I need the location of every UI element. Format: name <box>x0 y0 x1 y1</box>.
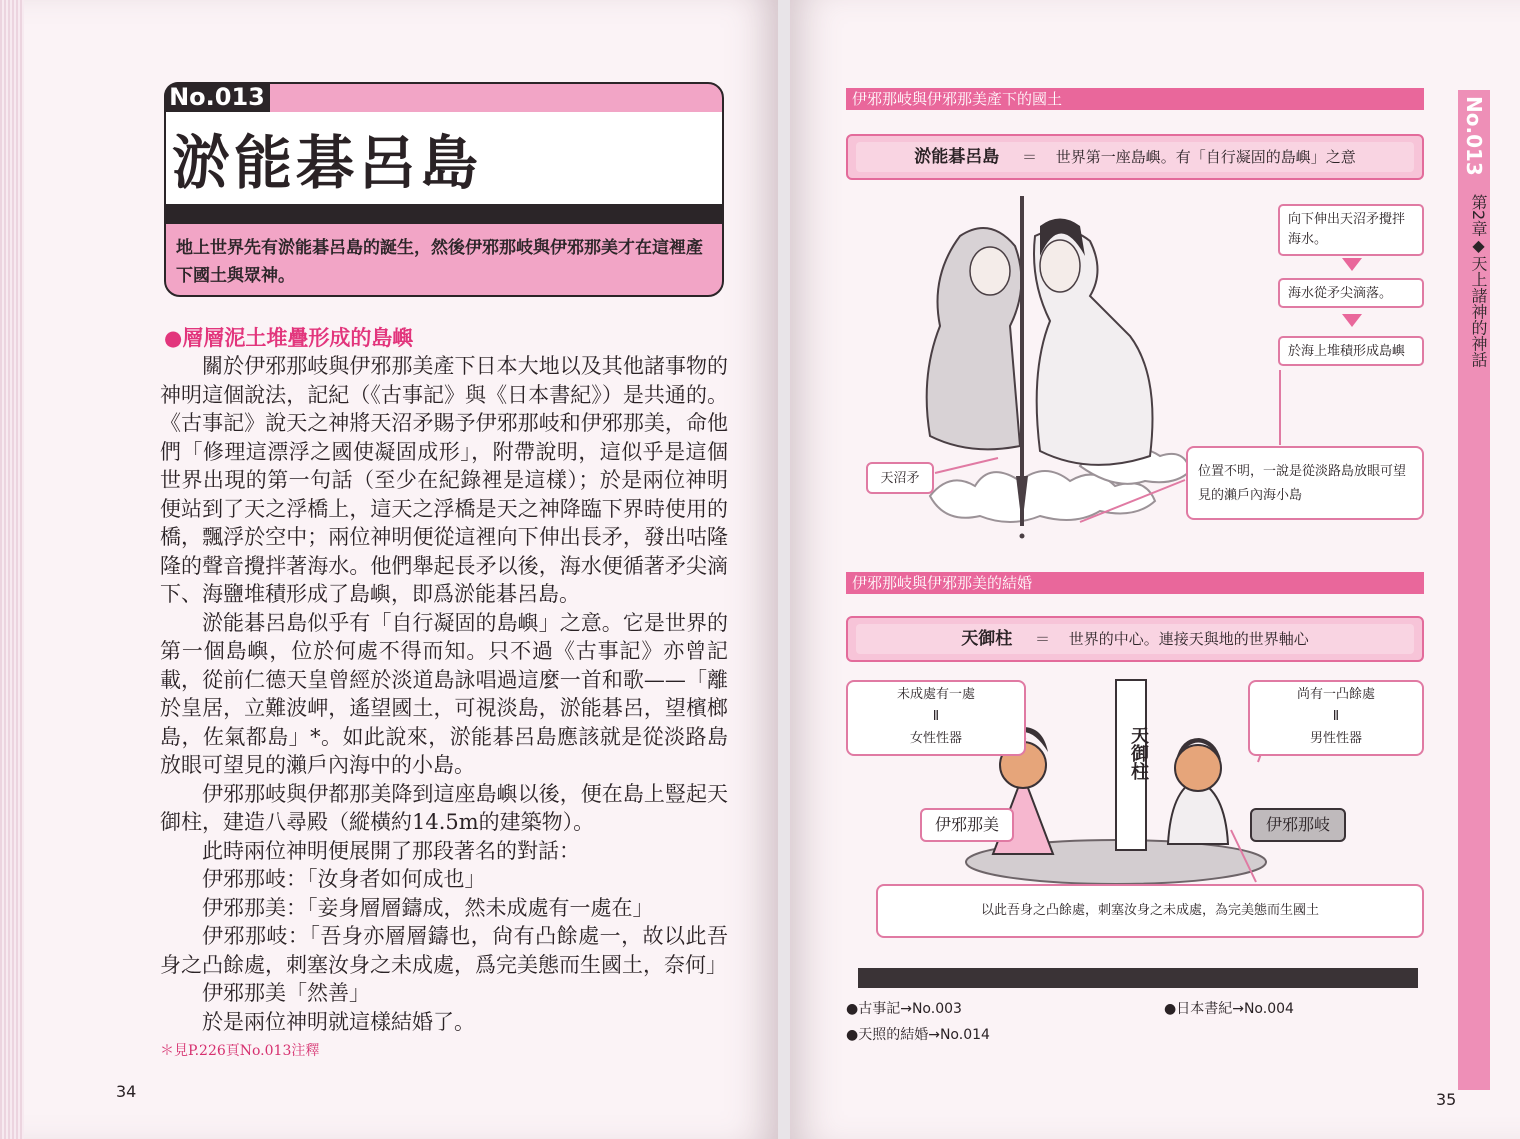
related-link-nihonshoki[interactable]: ●日本書紀→No.004 <box>1164 1001 1294 1017</box>
dialog-line: 伊邪那岐：「汝身者如何成也」 <box>202 867 486 891</box>
body-text <box>160 352 728 1036</box>
leader-line <box>1080 480 1185 522</box>
callout-line: Ⅱ <box>1332 709 1340 724</box>
section-bar-marriage: 伊邪那岐與伊邪那美的結婚 <box>846 572 1424 594</box>
label-izanagi: 伊邪那岐 <box>1250 808 1346 842</box>
definition-box-pillar <box>846 616 1424 662</box>
flow-arrow <box>1342 258 1362 271</box>
izanagi-head <box>1175 745 1221 791</box>
callout-male <box>1248 680 1424 756</box>
definition-text: 世界的中心。連接天與地的世界軸心 <box>1068 630 1309 648</box>
paragraph: 淤能碁呂島似乎有「自行凝固的島嶼」之意。它是世界的第一個島嶼，位於何處不得而知。只不過《古事記》亦曾記載，從前仁德天皇曾經於淡道島詠唱過這麼一首和歌——「離於皇居，立難波岬，遙望國土，可視淡島，淤能碁呂，望檳榔島，佐氣都島」*。如此說來，淤能碁呂島應該就是從淡路島放眼可望見的瀨戶內海中的小島。 <box>160 610 728 777</box>
callout-line: 尚有一凸餘處 <box>1296 687 1375 702</box>
paragraph: 伊邪那岐與伊都那美降到這座島嶼以後，便在島上豎起天御柱，建造八尋殿（縱橫約14.5m的建築物）。 <box>160 781 728 834</box>
definition-text: 世界第一座島嶼。有「自行凝固的島嶼」之意 <box>1055 148 1356 166</box>
paragraph: 於是兩位神明就這樣結婚了。 <box>202 1009 475 1034</box>
definition-inner <box>856 624 1414 654</box>
callout-line: 女性性器 <box>909 731 962 746</box>
related-link-kojiki[interactable]: ●古事記→No.003 <box>846 1001 962 1017</box>
title-divider <box>166 204 722 224</box>
section-heading: ●層層泥土堆疊形成的島嶼 <box>164 326 414 350</box>
drop <box>1020 534 1025 539</box>
paragraph: 此時兩位神明便展開了那段著名的對話： <box>202 838 580 863</box>
section-bar-land: 伊邪那岐與伊邪那美產下的國土 <box>846 88 1424 110</box>
related-link-marriage[interactable]: ●天照的結婚→No.014 <box>846 1027 990 1043</box>
dialog-line: 伊邪那美「然善」 <box>202 981 370 1005</box>
label-spear: 天沼矛 <box>866 462 934 494</box>
label-izanami: 伊邪那美 <box>920 808 1014 842</box>
definition-box-onogoro <box>846 134 1424 180</box>
definition-term: 天御柱 <box>961 629 1013 649</box>
definition-term: 淤能碁呂島 <box>914 147 1000 167</box>
dialog-line: 伊邪那美：「妾身層層鑄成，然未成處有一處在」 <box>202 895 654 920</box>
pillar-label: 天御柱 <box>1128 726 1149 780</box>
page-title: 淤能碁呂島 <box>172 129 483 197</box>
leader-line <box>935 458 998 473</box>
footnote: ＊見P.226頁No.013注釋 <box>160 1043 320 1059</box>
page-edges <box>0 0 24 1139</box>
callout-line: 未成處有一處 <box>896 687 975 702</box>
side-chapter-title: 第2章◆天上諸神的神話 <box>1469 194 1488 368</box>
izanami-face <box>970 247 1010 295</box>
dialog-line: 伊邪那岐：「吾身亦層層鑄也，尙有凸餘處一，故以此吾身之凸餘處，刺塞汝身之未成處，爲完美態而生國土，奈何」 <box>160 924 728 977</box>
flow-step-1: 向下伸出天沼矛攪拌海水。 <box>1278 204 1424 256</box>
entry-number-tag: No.013 <box>164 82 270 112</box>
equals-sign: ＝ <box>1034 630 1050 648</box>
flow-step-3: 於海上堆積形成島嶼 <box>1278 336 1424 366</box>
related-entries-bar <box>858 968 1418 988</box>
flow-arrow <box>1342 314 1362 327</box>
callout-line: Ⅱ <box>932 709 940 724</box>
page-number: 34 <box>116 1082 137 1101</box>
callout-line: 男性性器 <box>1309 731 1362 746</box>
side-entry-number <box>1458 96 1490 176</box>
callout-union: 以此吾身之凸餘處，刺塞汝身之未成處，為完美態而生國土 <box>876 884 1424 938</box>
flow-step-2: 海水從矛尖滴落。 <box>1278 278 1424 308</box>
side-number-text: No.013 <box>1462 96 1486 176</box>
izanagi-face <box>1040 240 1080 292</box>
definition-inner <box>856 142 1414 172</box>
page-number: 35 <box>1436 1090 1457 1109</box>
callout-female <box>846 680 1026 756</box>
callout-location: 位置不明，一說是從淡路島放眼可望見的瀨戶內海小島 <box>1186 446 1424 520</box>
paragraph: 關於伊邪那岐與伊邪那美產下日本大地以及其他諸事物的神明這個說法，記紀（《古事記》與《日本書紀》）是共通的。《古事記》說天之神將天沼矛賜予伊邪那岐和伊邪那美，命他們「修理這漂浮之國使凝固成形」，附帶說明，這似乎是這個世界出現的第一句話（至少在紀錄裡是這樣）；於是兩位神明便站到了天之浮橋上，這天之浮橋是天之神降臨下界時使用的橋，飄浮於空中；兩位神明便從這裡向下伸出長矛，發出咕隆隆的聲音攪拌著海水。他們舉起長矛以後，海水便循著矛尖滴下、海鹽堆積形成了島嶼，即爲淤能碁呂島。 <box>160 354 728 606</box>
equals-sign: ＝ <box>1021 148 1037 166</box>
lead-summary: 地上世界先有淤能碁呂島的誕生，然後伊邪那岐與伊邪那美才在這裡產下國土與眾神。 <box>176 238 703 286</box>
